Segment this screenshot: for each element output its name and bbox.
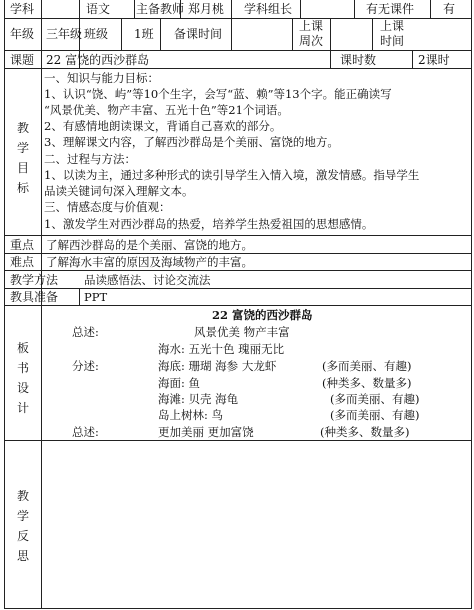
board-island: 岛上树林: 鸟 bbox=[158, 408, 224, 422]
tools-label: 教具准备 bbox=[10, 290, 59, 304]
board-intro: 风景优美 物产丰富 bbox=[194, 325, 290, 339]
courseware-label: 有无课件 bbox=[366, 2, 415, 16]
class-time-label-line1: 上课 bbox=[379, 19, 404, 33]
board-surface-note: (种类多、数量多) bbox=[322, 376, 412, 390]
goal-line: 1、认识“饶、屿”等10个生字，会写“蓝、赖”等13个字。能正确读写 bbox=[44, 87, 392, 101]
grade-value: 三年级 bbox=[46, 27, 83, 41]
board-summary: 更加美丽 更加富饶 bbox=[158, 425, 254, 439]
lead-teacher-value: 郑月桃 bbox=[188, 2, 225, 16]
goal-line: 二、过程与方法： bbox=[44, 152, 136, 166]
class-label: 班级 bbox=[84, 27, 109, 41]
class-value: 1班 bbox=[134, 27, 154, 41]
goal-line: 三、情感态度与价值观： bbox=[44, 200, 171, 214]
board-sea-floor: 海底: 珊瑚 海参 大龙虾 bbox=[158, 359, 277, 373]
board-title: 22 富饶的西沙群岛 bbox=[212, 308, 313, 322]
week-label-line2: 周次 bbox=[298, 34, 323, 48]
lead-teacher-label: 主备教师 bbox=[136, 2, 185, 16]
topic-label: 课题 bbox=[10, 53, 35, 67]
courseware-value: 有 bbox=[443, 2, 456, 16]
group-leader-label: 学科组长 bbox=[244, 2, 293, 16]
goal-line: 一、知识与能力目标： bbox=[44, 71, 159, 85]
prep-time-label: 备课时间 bbox=[174, 27, 223, 41]
goal-line: 1、激发学生对西沙群岛的热爱，培养学生热爱祖国的思想感情。 bbox=[44, 217, 374, 231]
subject-label: 学科 bbox=[10, 2, 35, 16]
goal-line: 品读关键词句深入理解文本。 bbox=[44, 184, 194, 198]
difficulty-text: 了解海水丰富的原因及海域物产的丰富。 bbox=[46, 255, 253, 269]
key-point-text: 了解西沙群岛的是个美丽、富饶的地方。 bbox=[46, 238, 253, 252]
board-beach: 海滩: 贝壳 海龟 bbox=[158, 392, 239, 406]
topic-value: 22 富饶的西沙群岛 bbox=[46, 53, 150, 67]
subject-value: 语文 bbox=[86, 2, 111, 16]
tools-text: PPT bbox=[84, 290, 108, 304]
difficulty-label: 难点 bbox=[10, 255, 35, 269]
method-text: 品读感悟法、讨论交流法 bbox=[84, 273, 211, 287]
week-label-line1: 上课 bbox=[298, 19, 323, 33]
board-floor-note: (多而美丽、有趣) bbox=[322, 359, 412, 373]
reflection-content[interactable] bbox=[42, 441, 471, 608]
class-time-label-line2: 时间 bbox=[379, 34, 404, 48]
board-summary-label: 总述: bbox=[72, 425, 99, 439]
goal-line: 1、以读为主，通过多种形式的读引导学生入情入境，激发情感。指导学生 bbox=[44, 168, 420, 182]
method-label: 教学方法 bbox=[10, 273, 59, 287]
goal-line: 3、理解课文内容，了解西沙群岛是个美丽、富饶的地方。 bbox=[44, 135, 339, 149]
hours-value: 2课时 bbox=[418, 53, 450, 67]
board-sea-surface: 海面: 鱼 bbox=[158, 376, 201, 390]
key-point-label: 重点 bbox=[10, 238, 35, 252]
grade-label: 年级 bbox=[10, 27, 35, 41]
board-beach-note: (多而美丽、有趣) bbox=[330, 392, 420, 406]
board-sea-water: 海水: 五光十色 瑰丽无比 bbox=[158, 342, 285, 356]
hours-label: 课时数 bbox=[340, 53, 377, 67]
board-part-label: 分述: bbox=[72, 359, 99, 373]
board-intro-label: 总述: bbox=[72, 325, 99, 339]
board-island-note: (多而美丽、有趣) bbox=[330, 408, 420, 422]
goal-line: “风景优美、物产丰富、五光十色”等21个词语。 bbox=[44, 103, 289, 117]
board-summary-note: (种类多、数量多) bbox=[320, 425, 410, 439]
goal-line: 2、有感情地朗读课文，背诵自己喜欢的部分。 bbox=[44, 119, 282, 133]
